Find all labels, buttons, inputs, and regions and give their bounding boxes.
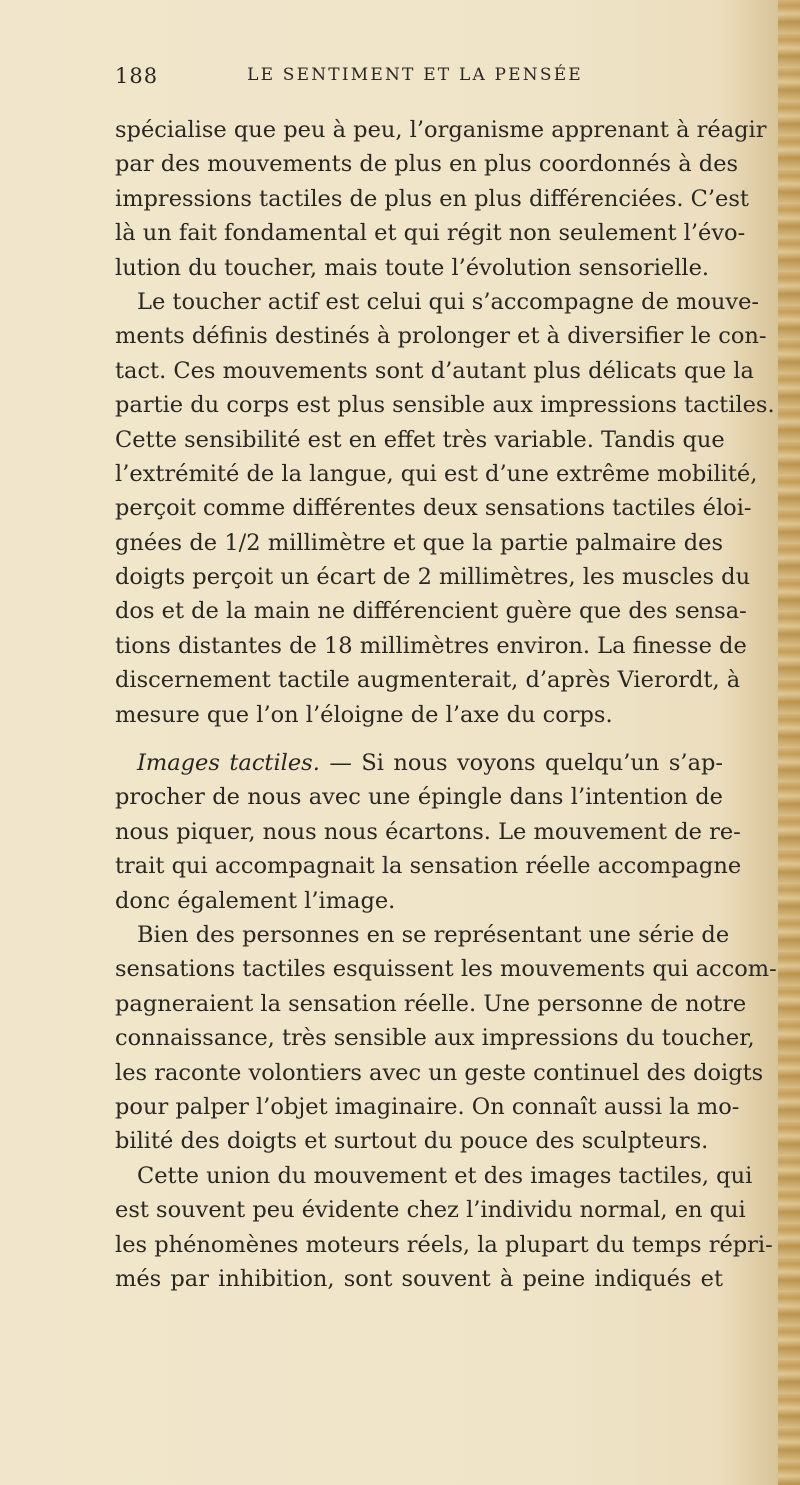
running-title: LE SENTIMENT ET LA PENSÉE	[247, 65, 583, 85]
text-line: par des mouvements de plus en plus coordonnés à des	[115, 151, 739, 178]
text-line: més par inhibition, sont souvent à peine indiqués et	[115, 1265, 723, 1292]
section-heading: Images tactiles.	[137, 750, 320, 777]
text-line: doigts perçoit un écart de 2 millimètres, les muscles du	[115, 564, 751, 591]
paragraph-2	[115, 285, 775, 732]
text-line: pour palper l’objet imaginaire. On connaît aussi la mo-	[115, 1093, 740, 1120]
text-line: Bien des personnes en se représentant une série de	[137, 921, 730, 948]
text-line: bilité des doigts et surtout du pouce des sculpteurs.	[115, 1128, 709, 1155]
text-line: procher de nous avec une épingle dans l’intention de	[115, 784, 723, 811]
text-line: connaissance, très sensible aux impressions du toucher,	[115, 1025, 755, 1052]
text-line: discernement tactile augmenterait, d’après Vierordt, à	[115, 667, 741, 694]
text-line: Cette union du mouvement et des images tactiles, qui	[137, 1162, 753, 1189]
text-line: l’extrémité de la langue, qui est d’une extrême mobilité,	[115, 460, 758, 487]
text-line: impressions tactiles de plus en plus différenciées. C’est	[115, 185, 749, 212]
paragraph-1	[115, 113, 767, 285]
text-line: gnées de 1/2 millimètre et que la partie palmaire des	[115, 529, 723, 556]
text-line: ments définis destinés à prolonger et à diversifier le con-	[115, 323, 767, 350]
text-line: tions distantes de 18 millimètres environ. La finesse de	[115, 632, 747, 659]
text-line: est souvent peu évidente chez l’individu normal, en qui	[115, 1197, 746, 1224]
body-text	[115, 113, 777, 1296]
text-line: tact. Ces mouvements sont d’autant plus délicats que la	[115, 357, 754, 384]
paragraph-5	[115, 1159, 773, 1297]
text-line: nous piquer, nous nous écartons. Le mouvement de re-	[115, 818, 741, 845]
paragraph-4	[115, 918, 777, 1159]
text-line: perçoit comme différentes deux sensations tactiles éloi-	[115, 495, 752, 522]
text-line	[115, 746, 723, 780]
text-line: trait qui accompagnait la sensation réelle accompagne	[115, 853, 742, 880]
paragraph-3	[115, 746, 742, 918]
text-line: Cette sensibilité est en effet très variable. Tandis que	[115, 426, 725, 453]
page-number: 188	[115, 64, 159, 88]
text-line: lution du toucher, mais toute l’évolution sensorielle.	[115, 254, 710, 281]
text-line: là un fait fondamental et qui régit non seulement l’évo-	[115, 220, 746, 247]
text-line: mesure que l’on l’éloigne de l’axe du corps.	[115, 701, 613, 728]
text-line: les phénomènes moteurs réels, la plupart du temps répri-	[115, 1231, 773, 1258]
text-line: Le toucher actif est celui qui s’accompagne de mouve-	[137, 288, 760, 315]
heading-line-rest: — Si nous voyons quelqu’un s’ap-	[319, 750, 724, 777]
paragraph-gap	[115, 732, 723, 746]
text-line: spécialise que peu à peu, l’organisme apprenant à réagir	[115, 117, 767, 143]
running-header	[115, 64, 715, 94]
text-line: donc également l’image.	[115, 887, 396, 914]
text-line: les raconte volontiers avec un geste continuel des doigts	[115, 1059, 764, 1086]
text-line: sensations tactiles esquissent les mouvements qui accom-	[115, 956, 777, 983]
page-edge	[778, 0, 800, 1485]
text-line: dos et de la main ne différencient guère que des sensa-	[115, 598, 747, 625]
text-line: partie du corps est plus sensible aux impressions tactiles.	[115, 392, 775, 419]
text-line: pagneraient la sensation réelle. Une personne de notre	[115, 990, 747, 1017]
